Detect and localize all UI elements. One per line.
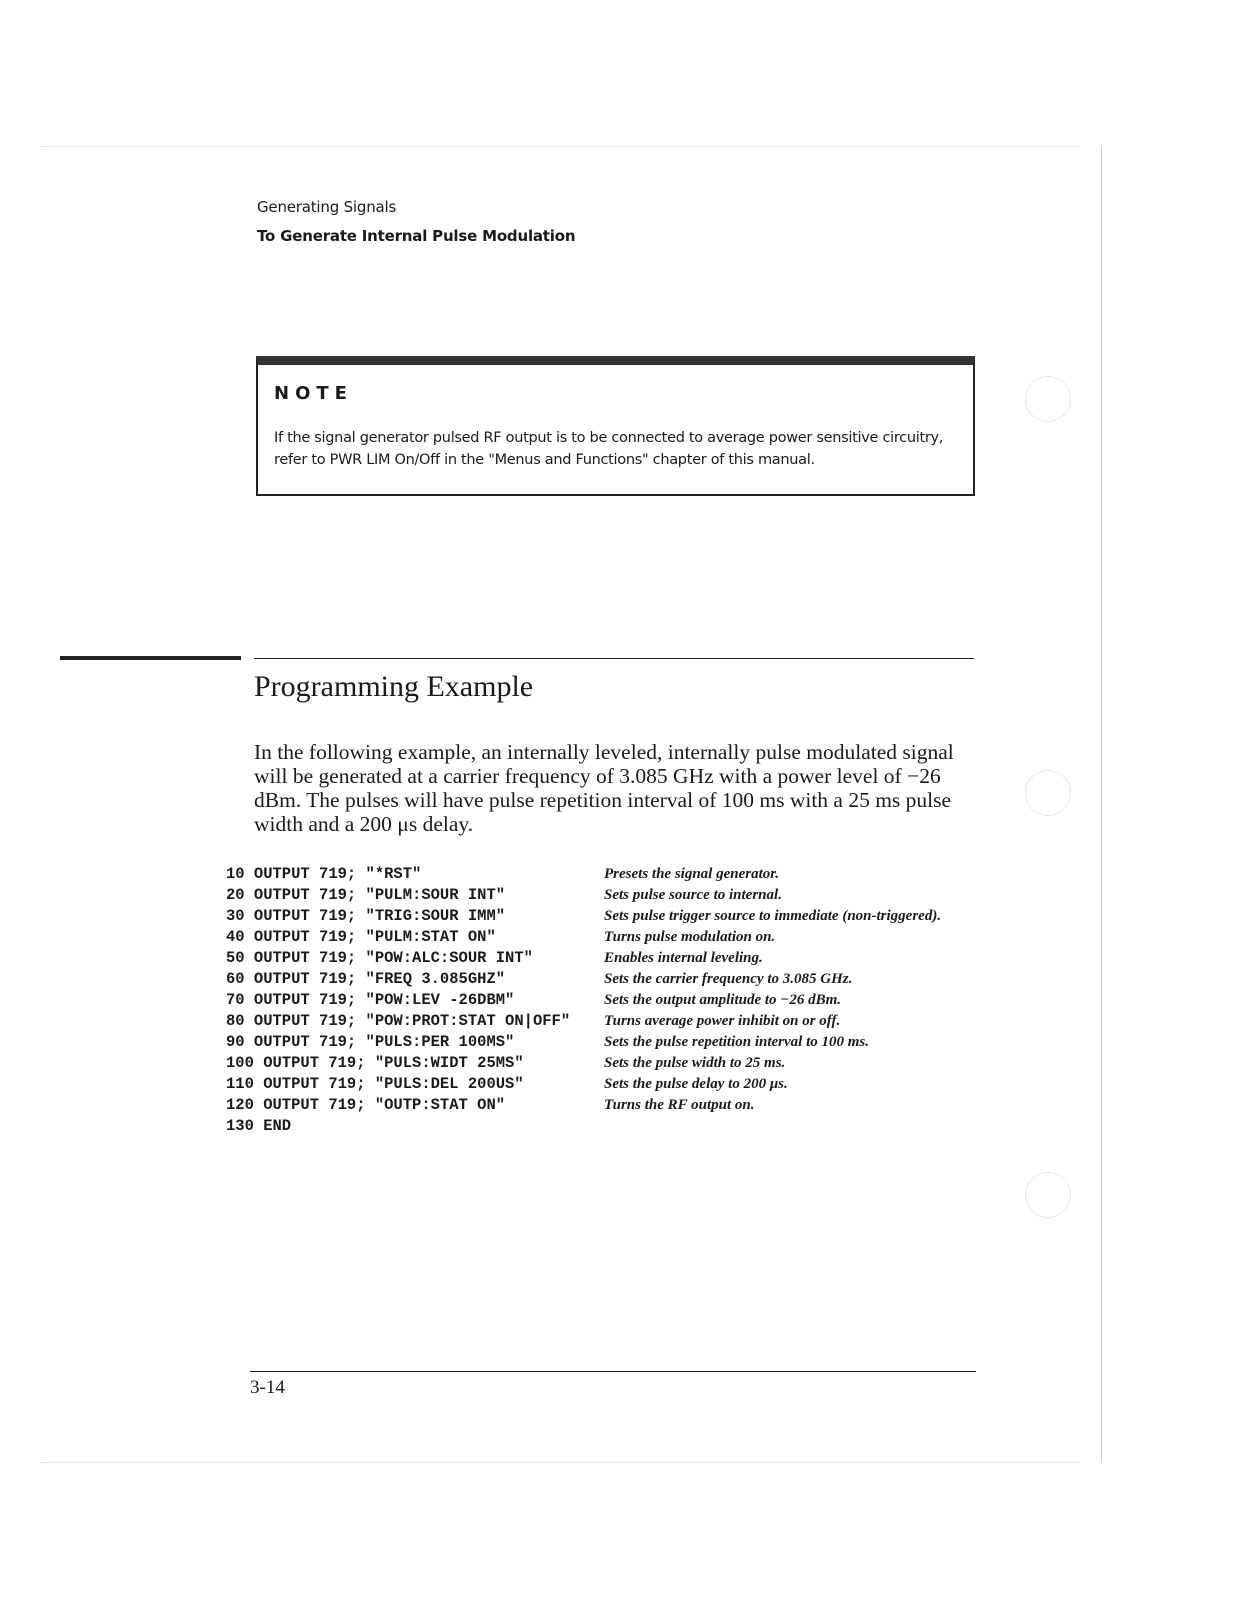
binder-hole [1025, 376, 1071, 422]
binder-hole [1025, 770, 1071, 816]
running-header-section: Generating Signals [257, 198, 397, 216]
note-text: If the signal generator pulsed RF output is to be connected to average power sensitive circuitry, refer to PWR LIM On/Off in the "Menus and Functions" chapter of this manual. [274, 430, 944, 468]
program-comment: Sets the pulse delay to 200 μs. [604, 1076, 788, 1092]
program-code: 20 OUTPUT 719; "PULM:SOUR INT" [226, 886, 506, 904]
program-line [226, 1032, 986, 1053]
program-line [226, 864, 986, 885]
program-comment: Turns the RF output on. [604, 1097, 755, 1113]
program-comment: Sets the pulse repetition interval to 100 ms. [604, 1034, 870, 1050]
program-code: 40 OUTPUT 719; "PULM:STAT ON" [226, 928, 496, 946]
page-edge-bottom [40, 1462, 1080, 1463]
program-line [226, 906, 986, 927]
program-code: 10 OUTPUT 719; "*RST" [226, 865, 422, 883]
note-box [256, 356, 975, 496]
program-code: 60 OUTPUT 719; "FREQ 3.085GHZ" [226, 970, 506, 988]
note-title: NOTE [274, 383, 353, 404]
program-comment: Turns average power inhibit on or off. [604, 1013, 841, 1029]
program-line [226, 1074, 986, 1095]
section-title: Programming Example [254, 670, 534, 703]
program-code: 90 OUTPUT 719; "PULS:PER 100MS" [226, 1033, 515, 1051]
section-rule-thin [254, 658, 974, 659]
program-listing [226, 864, 986, 1137]
program-code: 80 OUTPUT 719; "POW:PROT:STAT ON|OFF" [226, 1012, 571, 1030]
running-header-topic: To Generate Internal Pulse Modulation [257, 227, 576, 245]
program-comment: Presets the signal generator. [604, 866, 780, 882]
page-edge-top [40, 146, 1080, 147]
program-code: 110 OUTPUT 719; "PULS:DEL 200US" [226, 1075, 524, 1093]
program-code: 30 OUTPUT 719; "TRIG:SOUR IMM" [226, 907, 506, 925]
program-line [226, 1053, 986, 1074]
program-comment: Sets pulse trigger source to immediate (non-triggered). [604, 908, 942, 924]
section-rule-thick [60, 656, 241, 660]
binder-hole [1025, 1172, 1071, 1218]
program-comment: Sets the pulse width to 25 ms. [604, 1055, 786, 1071]
program-line [226, 1116, 986, 1137]
program-line [226, 969, 986, 990]
program-code: 130 END [226, 1117, 292, 1135]
footer-rule [250, 1371, 976, 1372]
program-code: 100 OUTPUT 719; "PULS:WIDT 25MS" [226, 1054, 524, 1072]
program-code: 120 OUTPUT 719; "OUTP:STAT ON" [226, 1096, 506, 1114]
intro-paragraph: In the following example, an internally leveled, internally pulse modulated signal will be generated at a carrier frequency of 3.085 GHz with a power level of −26 dBm. The pulses will have pulse repetition interval of 100 ms with a 25 ms pulse width and a 200 μs delay. [254, 740, 954, 836]
program-line [226, 990, 986, 1011]
program-comment: Turns pulse modulation on. [604, 929, 776, 945]
program-line [226, 1095, 986, 1116]
program-line [226, 927, 986, 948]
program-line [226, 948, 986, 969]
program-comment: Sets the carrier frequency to 3.085 GHz. [604, 971, 853, 987]
program-comment: Sets pulse source to internal. [604, 887, 782, 903]
program-comment: Sets the output amplitude to −26 dBm. [604, 992, 842, 1008]
program-code: 50 OUTPUT 719; "POW:ALC:SOUR INT" [226, 949, 533, 967]
page-edge-right [1101, 146, 1102, 1462]
program-line [226, 885, 986, 906]
program-code: 70 OUTPUT 719; "POW:LEV -26DBM" [226, 991, 515, 1009]
program-comment: Enables internal leveling. [604, 950, 763, 966]
program-line [226, 1011, 986, 1032]
page-number: 3-14 [250, 1377, 285, 1398]
